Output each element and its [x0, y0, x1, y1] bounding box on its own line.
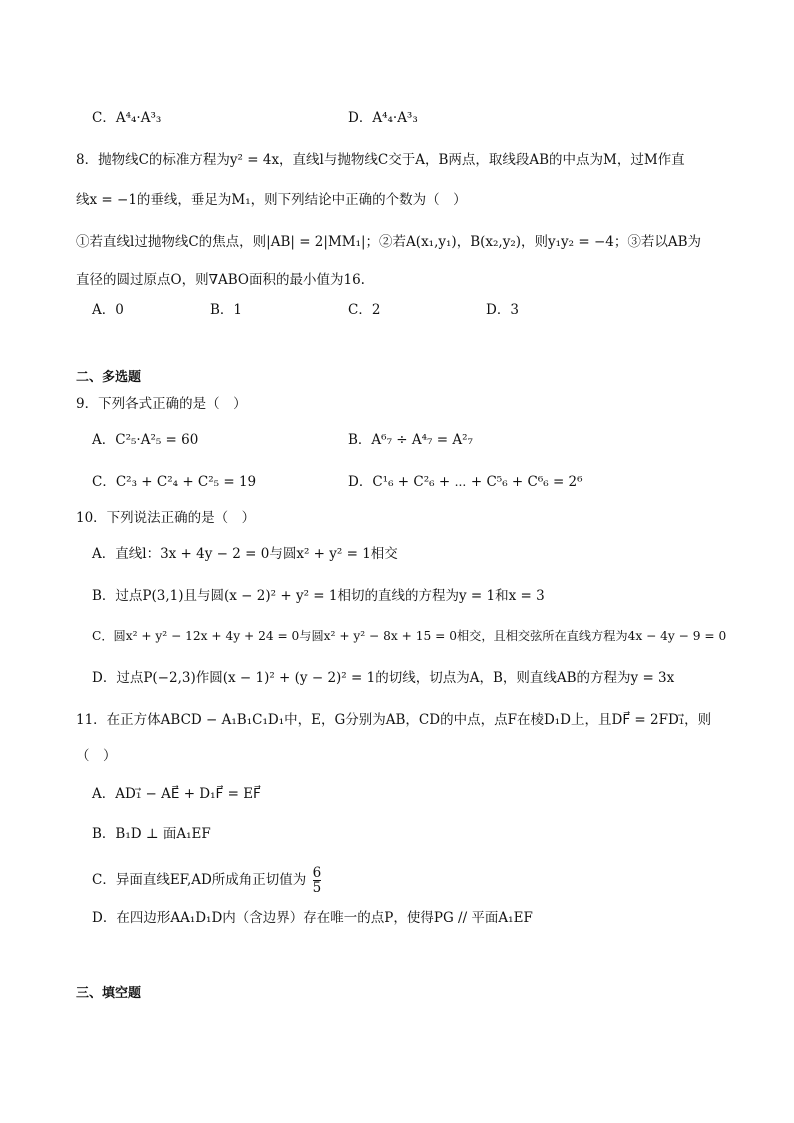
q11-option-a: A．AD₁⃗ − AE⃗ + D₁F⃗ = EF⃗: [92, 786, 261, 802]
q8-option-b: B．1: [210, 302, 243, 318]
q10-option-c: C．圆x² + y² − 12x + 4y + 24 = 0与圆x² + y² − 8x + 15 = 0相交，且相交弦所在直线方程为4x − 4y − 9 = 0: [92, 629, 727, 643]
q8-option-d: D．3: [486, 302, 519, 318]
q9-option-c: C．C²₃ + C²₄ + C²₅ = 19: [92, 474, 257, 490]
q8-option-a: A．0: [92, 302, 124, 318]
q11-stem-line1: 11．在正方体ABCD − A₁B₁C₁D₁中，E，G分别为AB，CD的中点，点F在棱D₁D上，且DF⃗ = 2FD₁⃗，则: [76, 712, 712, 728]
q11-option-c-text: C．异面直线EF,AD所成角正切值为: [92, 872, 307, 888]
q11-option-c: [92, 866, 321, 895]
q8-statement-line1: ①若直线l过抛物线C的焦点，则|AB| = 2|MM₁|；②若A(x₁,y₁)，B(x₂,y₂)，则y₁y₂ = −4；③若以AB为: [76, 234, 702, 250]
fraction-denominator: 5: [312, 880, 322, 896]
q11-option-b: B．B₁D ⊥ 面A₁EF: [92, 826, 211, 842]
q10-option-a: A．直线l：3x + 4y − 2 = 0与圆x² + y² = 1相交: [92, 546, 398, 562]
q11-option-c-fraction: [313, 866, 322, 895]
q9-option-b: B．A⁶₇ ÷ A⁴₇ = A²₇: [348, 432, 473, 448]
q8-stem-line2: 线x = −1的垂线，垂足为M₁，则下列结论中正确的个数为（ ）: [76, 192, 467, 208]
q9-option-a: A．C²₅·A²₅ = 60: [92, 432, 199, 448]
q11-stem-line2: （ ）: [76, 748, 117, 764]
q10-stem: 10．下列说法正确的是（ ）: [76, 510, 256, 526]
q8-statement-line2: 直径的圆过原点O，则∇ABO面积的最小值为16.: [76, 272, 365, 288]
q8-stem-line1: 8．抛物线C的标准方程为y² = 4x，直线l与抛物线C交于A，B两点，取线段AB的中点为M，过M作直: [76, 152, 685, 168]
q10-option-b: B．过点P(3,1)且与圆(x − 2)² + y² = 1相切的直线的方程为y = 1和x = 3: [92, 588, 545, 604]
section-heading-fill-in: 三、填空题: [76, 986, 142, 1001]
section-heading-multiple-choice: 二、多选题: [76, 370, 142, 385]
q8-option-c: C．2: [348, 302, 381, 318]
q9-option-d: D．C¹₆ + C²₆ + ⋯ + C⁵₆ + C⁶₆ = 2⁶: [348, 474, 583, 490]
q7-option-d: D．A⁴₄·A³₃: [348, 110, 418, 126]
q10-option-d: D．过点P(−2,3)作圆(x − 1)² + (y − 2)² = 1的切线，切点为A，B，则直线AB的方程为y = 3x: [92, 670, 675, 686]
fraction-numerator: 6: [312, 865, 322, 881]
q7-option-c: C．A⁴₄·A³₃: [92, 110, 162, 126]
q11-option-d: D．在四边形AA₁D₁D内（含边界）存在唯一的点P，使得PG // 平面A₁EF: [92, 910, 533, 926]
q9-stem: 9．下列各式正确的是（ ）: [76, 396, 247, 412]
